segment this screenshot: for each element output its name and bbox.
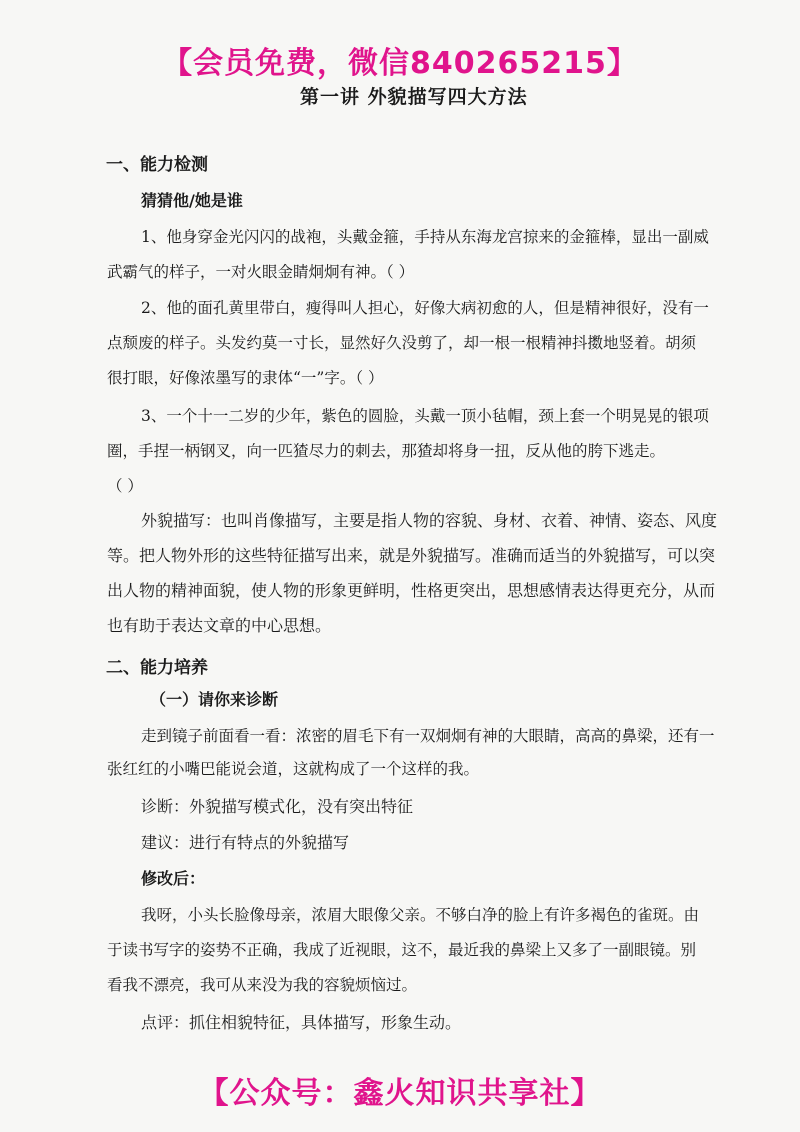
q3-line-3: （ ） xyxy=(107,477,143,495)
revised-line-2: 于读书写字的姿势不正确，我成了近视眼，这不，最近我的鼻梁上又多了一副眼镜。别 xyxy=(107,941,697,959)
original-line-2: 张红红的小嘴巴能说会道，这就构成了一个这样的我。 xyxy=(107,760,480,778)
section1-heading: 一、能力检测 xyxy=(106,155,208,175)
section2-heading: 二、能力培养 xyxy=(106,658,208,678)
q1-line-1: 1、他身穿金光闪闪的战袍，头戴金箍，手持从东海龙宫掠来的金箍棒，显出一副威 xyxy=(141,228,709,246)
q3-line-2: 圈，手捏一柄钢叉，向一匹猹尽力的刺去，那猹却将身一扭，反从他的胯下逃走。 xyxy=(107,442,666,460)
revised-line-3: 看我不漂亮，我可从来没为我的容貌烦恼过。 xyxy=(107,976,418,994)
definition-line-3: 出人物的精神面貌，使人物的形象更鲜明，性格更突出，思想感情表达得更充分，从而 xyxy=(107,581,716,600)
revised-label: 修改后： xyxy=(141,869,206,888)
q2-line-2: 点颓废的样子。头发约莫一寸长，显然好久没剪了，却一根一根精神抖擞地竖着。胡须 xyxy=(107,334,697,352)
diagnosis-text: 诊断：外貌描写模式化，没有突出特征 xyxy=(141,797,414,816)
revised-line-1: 我呀，小头长脸像母亲，浓眉大眼像父亲。不够白净的脸上有许多褐色的雀斑。由 xyxy=(141,906,700,924)
watermark-banner-bottom: 【公众号：鑫火知识共享社】 xyxy=(198,1076,602,1111)
q2-line-3: 很打眼，好像浓墨写的隶体“一”字。（ ） xyxy=(107,369,384,387)
q2-line-1: 2、他的面孔黄里带白，瘦得叫人担心，好像大病初愈的人，但是精神很好，没有一 xyxy=(141,299,709,317)
suggestion-text: 建议：进行有特点的外貌描写 xyxy=(141,833,350,852)
section1-subheading: 猜猜他/她是谁 xyxy=(141,191,243,210)
watermark-banner-top: 【会员免费，微信840265215】 xyxy=(162,46,638,81)
definition-line-4: 也有助于表达文章的中心思想。 xyxy=(107,616,332,635)
definition-line-1: 外貌描写：也叫肖像描写，主要是指人物的容貌、身材、衣着、神情、姿态、风度 xyxy=(141,511,718,530)
original-line-1: 走到镜子前面看一看：浓密的眉毛下有一双炯炯有神的大眼睛，高高的鼻梁，还有一 xyxy=(141,727,715,745)
q1-line-2: 武霸气的样子，一对火眼金睛炯炯有神。（ ） xyxy=(107,263,415,281)
page-title: 第一讲 外貌描写四大方法 xyxy=(300,86,528,108)
comment-text: 点评：抓住相貌特征，具体描写，形象生动。 xyxy=(141,1013,462,1032)
definition-line-2: 等。把人物外形的这些特征描写出来，就是外貌描写。准确而适当的外貌描写，可以突 xyxy=(107,546,716,565)
q3-line-1: 3、一个十一二岁的少年，紫色的圆脸，头戴一顶小毡帽，颈上套一个明晃晃的银项 xyxy=(141,407,709,425)
section2-subheading: （一）请你来诊断 xyxy=(150,690,279,709)
